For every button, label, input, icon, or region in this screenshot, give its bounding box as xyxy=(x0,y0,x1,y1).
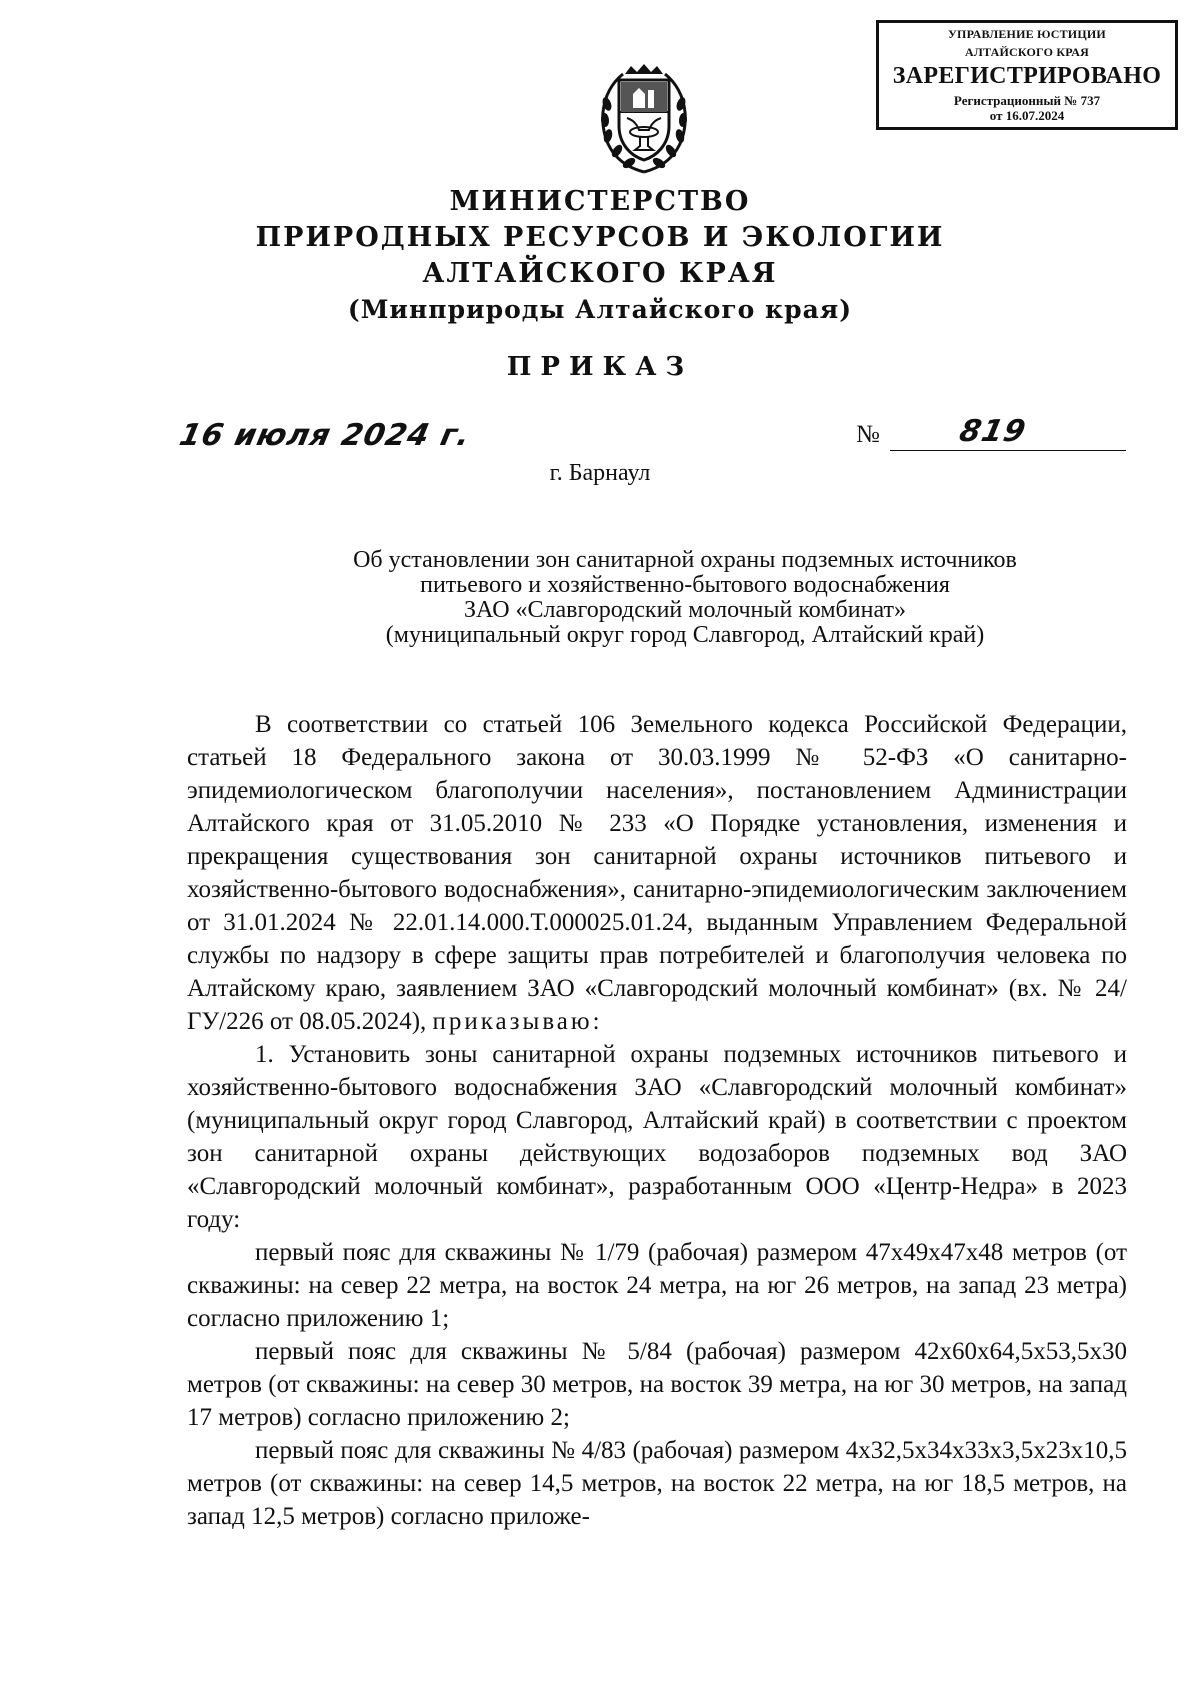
order-body xyxy=(187,708,1127,1533)
stamp-reg-date: от 16.07.2024 xyxy=(989,108,1065,123)
subject-line1: Об установлении зон санитарной охраны подземных источников xyxy=(353,547,1017,573)
body-belt1: первый пояс для скважины № 1/79 (рабочая) размером 47х49х47х48 метров (от скважины: на север 22 метра, на восток 24 метра, на юг 26 метров, на запад 23 метра) согласно приложению 1; xyxy=(187,1239,1127,1332)
subject-line2: питьевого и хозяйственно-бытового водоснабжения xyxy=(420,572,950,598)
subject-line4: (муниципальный округ город Славгород, Алтайский край) xyxy=(385,622,985,648)
header-line1: МИНИСТЕРСТВО xyxy=(449,186,751,217)
coat-of-arms-icon xyxy=(593,60,695,178)
header-line3: АЛТАЙСКОГО КРАЯ xyxy=(422,258,778,289)
stamp-reg-number: Регистрационный № 737 xyxy=(953,93,1101,108)
ministry-header xyxy=(0,184,1200,328)
stamp-org-line2: АЛТАЙСКОГО КРАЯ xyxy=(965,45,1089,59)
registration-stamp xyxy=(876,20,1178,130)
preamble-text: В соответствии со статьей 106 Земельного кодекса Российской Федерации, статьей 18 Федерального закона от 30.03.1999 № 52-ФЗ «О санитарно-эпидемиологическом благополучии населения», постановлением Администрации Алтайского края от 31.05.2010 № 233 «О Порядке установления, изменения и прекращения существования зон санитарной охраны источников питьевого и хозяйственно-бытового водоснабжения», санитарно-эпидемиологическим заключением от 31.01.2024 № 22.01.14.000.Т.000025.01.24, выданным Управлением Федеральной службы по надзору в сфере защиты прав потребителей и благополучия человека по Алтайскому краю, заявлением ЗАО «Славгородский молочный комбинат» (вх. № 24/ГУ/226 от 08.05.2024), xyxy=(187,711,1127,1035)
body-preamble xyxy=(187,708,1127,1038)
header-line2: ПРИРОДНЫХ РЕСУРСОВ И ЭКОЛОГИИ xyxy=(255,222,945,253)
order-date-handwritten: 16 июля 2024 г. xyxy=(176,418,474,453)
order-number-sign: № xyxy=(856,421,880,448)
stamp-status: ЗАРЕГИСТРИРОВАНО xyxy=(892,63,1162,89)
order-city: г. Барнаул xyxy=(549,460,651,486)
order-title: ПРИКАЗ xyxy=(506,352,694,382)
order-number-underline xyxy=(890,450,1126,451)
header-line4: (Минприроды Алтайского края) xyxy=(347,295,853,324)
preamble-verb: приказываю: xyxy=(432,1008,603,1035)
order-subject xyxy=(290,548,1080,648)
body-item1: 1. Установить зоны санитарной охраны подземных источников питьевого и хозяйственно-бытового водоснабжения ЗАО «Славгородский молочный комбинат» (муниципальный округ город Славгород, Алтайский край) в соответствии с проектом зон санитарной охраны действующих водозаборов подземных вод ЗАО «Славгородский молочный комбинат», разработанным ООО «Центр-Недра» в 2023 году: xyxy=(187,1041,1127,1233)
order-number-handwritten: 819 xyxy=(956,414,1030,449)
body-belt2: первый пояс для скважины № 5/84 (рабочая) размером 42х60х64,5х53,5х30 метров (от скважины: на север 30 метров, на восток 39 метра, на юг 30 метров, на запад 17 метров) согласно приложению 2; xyxy=(187,1338,1127,1431)
subject-line3: ЗАО «Славгородский молочный комбинат» xyxy=(464,597,906,623)
stamp-org-line1: УПРАВЛЕНИЕ ЮСТИЦИИ xyxy=(948,27,1106,41)
body-belt3: первый пояс для скважины № 4/83 (рабочая) размером 4х32,5х34х33х3,5х23х10,5 метров (от скважины: на север 14,5 метров, на восток 22 метра, на юг 18,5 метров, на запад 12,5 метров) согласно приложе- xyxy=(187,1437,1127,1530)
